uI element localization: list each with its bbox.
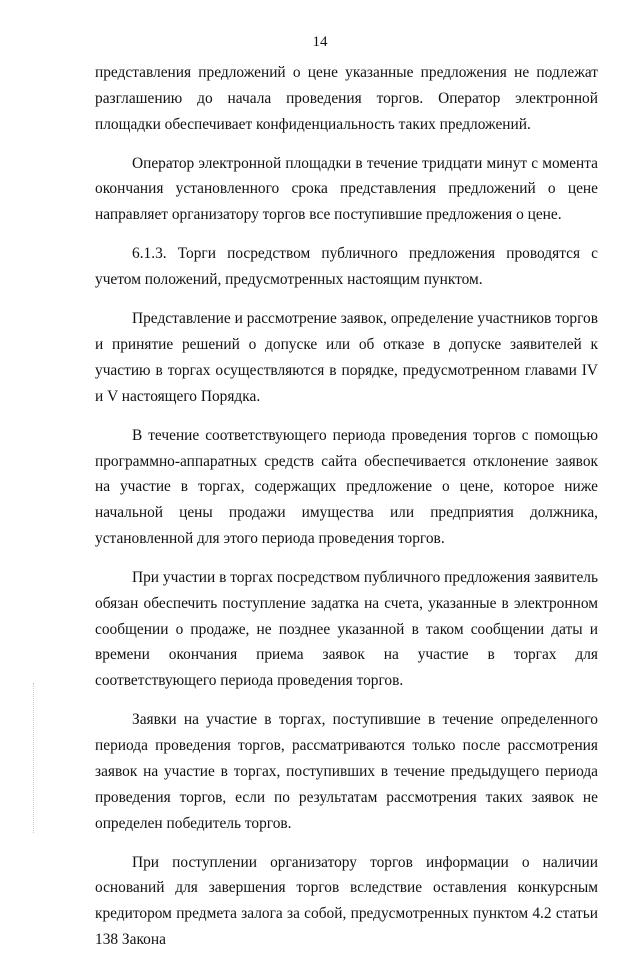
paragraph: При участии в торгах посредством публичного предложения заявитель обязан обеспечить поступление задатка на счета, указанные в электронном сообщении о продаже, не позднее указанной в таком сообщении даты и времени окончания приема заявок на участие в торгах для соответствующего периода проведения торгов. [95,569,598,690]
paragraph: В течение соответствующего периода проведения торгов с помощью программно-аппаратных средств сайта обеспечивается отклонение заявок на участие в торгах, содержащих предложение о цене, которое ниже начальной цены продажи имущества или предприятия должника, установленной для этого периода проведения торгов. [95,426,598,547]
document-body [95,60,598,966]
paragraph: Оператор электронной площадки в течение тридцати минут с момента окончания установленного срока представления предложений о цене направляет организатору торгов все поступившие предложения о цене. [95,154,598,224]
margin-punch-marks [33,683,36,833]
paragraph-clause-6-1-3: 6.1.3. Торги посредством публичного предложения проводятся с учетом положений, предусмотренных настоящим пунктом. [95,245,598,289]
paragraph: Заявки на участие в торгах, поступившие в течение определенного периода проведения торгов, рассматриваются только после рассмотрения заявок на участие в торгах, поступивших в течение предыдущего периода проведения торгов, если по результатам рассмотрения таких заявок не определен победитель торгов. [95,711,598,832]
paragraph-continuation: представления предложений о цене указанные предложения не подлежат разглашению до начала проведения торгов. Оператор электронной площадки обеспечивает конфиденциальность таких предложений. [95,64,598,133]
paragraph: При поступлении организатору торгов информации о наличии оснований для завершения торгов вследствие оставления конкурсным кредитором предмета залога за собой, предусмотренных пунктом 4.2 статьи 138 Закона [95,853,598,948]
page-number: 14 [312,34,328,50]
paragraph: Представление и рассмотрение заявок, определение участников торгов и принятие решений о допуске или об отказе в допуске заявителей к участию в торгах осуществляются в порядке, предусмотренном главами IV и V настоящего Порядка. [95,310,598,405]
